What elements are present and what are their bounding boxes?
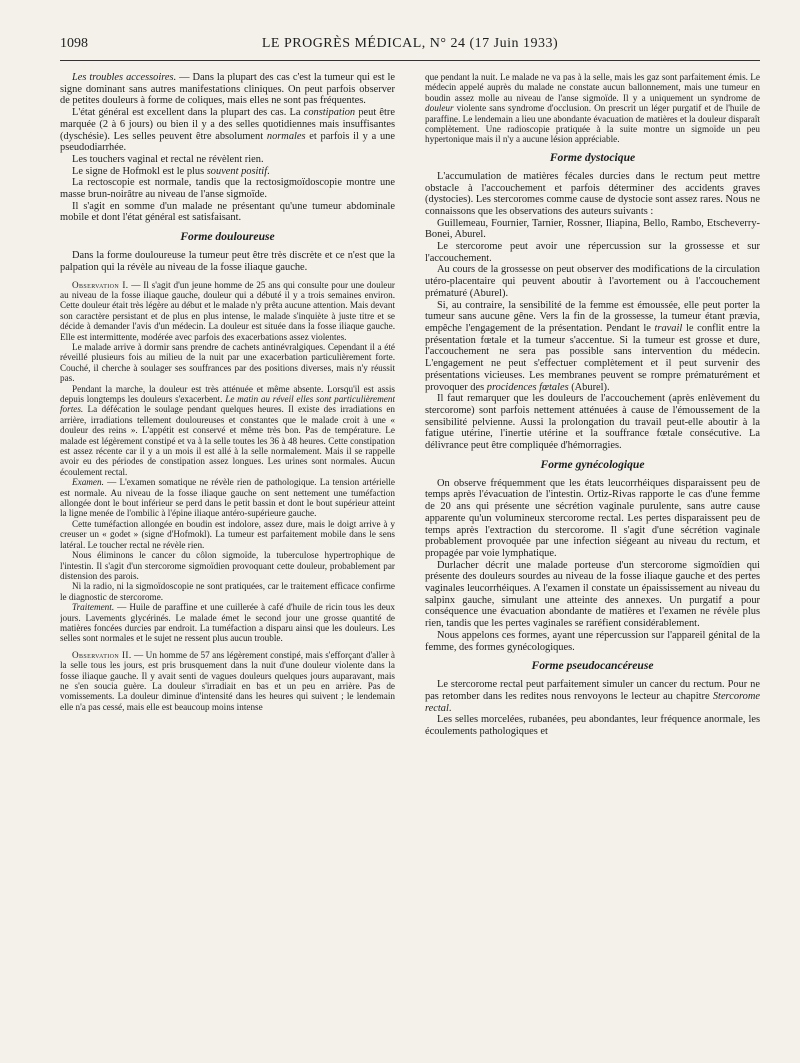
paragraph-text: le conflit entre la présentation fœtale et la tumeur s'accentue. Si la tumeur est grosse et dure, l'accouchement ne sera pas possible sans intervention du médecin. L'engagement ne peut s'effectuer complètement et il peut survenir des présentations vicieuses. Les membranes peuvent se rompre prématurément et provoquer des [425,322,760,393]
emphasis: Traitement. [72,602,115,613]
right-column [425,72,760,1057]
observation-paragraph [60,384,395,478]
paragraph-text: La défécation le soulage pendant quelques heures. Il existe des irradiations en arrière, irradiations tellement douloureuses et constantes que le malade croit à une « douleur des reins ». L'appétit est conservé et même très bon. Pas de température. Le malade est légèrement constipé et va à la selle toutes les 36 à 48 heures. Cette constipation est assez récente car il y a un mois il est allé à la selle normalement. Mais il se rappelle avoir eu des périodes de constipation assez longues. Les urines sont normales. Aucun écoulement rectal. [60,404,395,477]
observation-paragraph: Nous éliminons le cancer du côlon sigmoïde, la tuberculose hypertrophique de l'intestin. Il s'agit d'un stercorome sigmoïdien provoquant cette douleur, probablement par distension des parois. [60,550,395,581]
emphasis: constipation [303,107,356,119]
emphasis: souvent positif [206,165,268,177]
section-heading: Forme dystocique [549,150,636,164]
emphasis: normales [266,130,306,142]
page-number: 1098 [60,36,88,51]
paragraph-text: (Aburel). [568,381,610,393]
paragraph-text: Le signe de Hofmokl est le plus [72,165,207,177]
emphasis: Stercorome rectal [425,690,760,714]
paragraph [60,72,395,107]
paragraph-text: — Il s'agit d'un jeune homme de 25 ans qui consulte pour une douleur au niveau de la fosse iliaque gauche, douleur qui a débuté il y a trois semaines environ. Cette douleur était très légère au début et le malade n'y prêta aucune attention. Mais devant son caractère persistant et de plus en plus intense, le malade s'inquiète à juste titre et se décide à demander l'avis d'un médecin. La douleur est située dans la fosse iliaque gauche. Elle est intermittente, modérée avec parfois des exacerbations assez violentes. [60,279,395,342]
section-heading: Forme gynécologique [540,457,645,471]
paragraph-text: — Dans la plupart des cas c'est la tumeur qui est le signe dominant sans autres manifestations cliniques. On peut parfois observer de petites douleurs à forme de coliques, mais elles ne sont pas fréquentes. [60,72,395,107]
observation-label: Observation I. [72,279,129,290]
observation-paragraph [60,477,395,519]
paragraph-text: Le stercorome rectal peut parfaitement simuler un cancer du rectum. Pour ne pas retomber dans les redites nous renvoyons le lecteur au chapitre [425,679,760,702]
paragraph: Nous appelons ces formes, ayant une répercussion sur l'appareil génital de la femme, des formes gynécologiques. [425,629,760,653]
paragraph [60,107,395,154]
paragraph: Il faut remarquer que les douleurs de l'accouchement (après enlèvement du stercorome) sont parfois nettement atténuées à cause de l'émoussement de la sensibilité pelvienne. Aussi la prolongation du travail peut-elle aboutir à la fatigue utérine, l'inertie utérine et la souffrance fœtale consécutive. La délivrance peut être compliquée d'hémorragies. [425,393,760,452]
section-heading: Forme pseudocancéreuse [531,659,654,673]
emphasis: douleur [425,103,454,114]
paragraph-text: — L'examen somatique ne révèle rien de pathologique. La tension artérielle est normale. Au niveau de la fosse iliaque gauche on sent nettement une tuméfaction allongée dont le bout inférieur se perd dans le petit bassin et dont le bout supérieur atteint la ligne menée de l'ombilic à l'épine iliaque antéro-supérieure gauche. [60,477,395,519]
paragraph [425,300,760,394]
paragraph: Le stercorome peut avoir une répercussion sur la grossesse et sur l'accouchement. [425,241,760,264]
observation-paragraph: Le malade arrive à dormir sans prendre de cachets antinévralgiques. Cependant il a été réveillé plusieurs fois au milieu de la nuit par une exacerbation particulièrement forte. Couché, il cherche à soulager ses souffrances par des positions diverses, mais n'y réussit pas. [60,341,395,384]
section-heading: Forme douloureuse [180,230,275,244]
paragraph-text: . [448,702,452,714]
emphasis: travail [654,322,683,334]
paragraph: Durlacher décrit une malade porteuse d'un stercorome sigmoïdien qui présente des douleurs sourdes au niveau de la fosse iliaque gauche et des pertes vaginales leucorrhéiques. A l'examen il constate un épaississement au niveau du salpinx gauche, simulant une atteinte des annexes. Un purgatif a pour conséquence une évacuation abondante de matières et l'examen ne révèle plus rien, tandis que les pertes vaginales se raréfient considérablement. [425,559,760,630]
paragraph: Les selles morcelées, rubanées, peu abondantes, leur fréquence anormale, les écoulements pathologiques et [425,714,760,738]
paragraph: Au cours de la grossesse on peut observer des modifications de la circulation utéro-placentaire qui peuvent aboutir à l'avortement ou à l'accouchement prématuré (Aburel). [425,264,760,299]
emphasis: Examen. [72,477,104,488]
paragraph: Dans la forme douloureuse la tumeur peut être très discrète et ce n'est que la palpation qui la révèle au niveau de la fosse iliaque gauche. [60,250,395,273]
paragraph: On observe fréquemment que les états leucorrhéiques disparaissent peu de temps après l'évacuation de l'intestin. Ortiz-Rivas rapporte le cas d'une femme de 20 ans qui présente une sécrétion vaginale purulente, sans autre cause apparente qu'un volumineux stercorome rectal. Les pertes disparaissent peu de temps après l'extraction du stercorome. Il s'agit d'une sécrétion vaginale probablement provoquée par une infection siégeant au niveau du rectum, et propagée par voie lymphatique. [425,477,760,559]
paragraph: Guillemeau, Fournier, Tarnier, Rossner, Iliapina, Bello, Rambo, Etscheverry-Bonei, Aburel. [425,217,760,241]
running-title: LE PROGRÈS MÉDICAL, N° 24 (17 Juin 1933) [261,36,559,51]
paragraph-text: et parfois il y a une pseudodiarrhée. [60,130,395,154]
page-header [60,36,760,56]
paragraph: Il s'agit en somme d'un malade ne présentant qu'une tumeur abdominale mobile et dont l'état général est satisfaisant. [60,200,395,224]
section-label: Les troubles accessoires. [72,72,177,83]
paragraph-text: Si, au contraire, la sensibilité de la femme est émoussée, elle peut porter la tumeur sans aucune gêne. Vers la fin de la grossesse, la tumeur étant prævia, empêche l'engagement de la présentation. Pendant le [425,299,760,334]
emphasis: Le matin au réveil elles sont particulièrement fortes. [60,394,395,415]
observation-paragraph: Ni la radio, ni la sigmoïdoscopie ne sont pratiquées, car le traitement efficace confirme le diagnostic de stercorome. [60,581,395,602]
left-column [60,72,395,1057]
paragraph-text: peut être marquée (2 à 6 jours) ou bien il y a des selles quotidiennes mais insuffisantes (dyschésie). Les selles peuvent être absolument [60,107,395,142]
paragraph [425,679,760,714]
header-rule [60,60,760,61]
paragraph [60,166,395,178]
paragraph-text: — Huile de paraffine et une cuillerée à café d'huile de ricin tous les deux jours. Lavements glycérinés. Le malade émet le second jour une grosse quantité de matières foncées durcies par endroit. La tuméfaction a disparu ainsi que les douleurs. Les selles sont normales et le sujet ne ressent plus aucun trouble. [60,602,395,644]
paragraph: La rectoscopie est normale, tandis que la rectosigmoïdoscopie montre une masse brun-noirâtre au niveau de l'anse sigmoïde. [60,177,395,201]
observation-paragraph: Cette tuméfaction allongée en boudin est indolore, assez dure, mais le doigt arrive à y creuser un « godet » (signe d'Hofmokl). La tumeur est parfaitement mobile dans le sens latéral. Le toucher rectal ne révèle rien. [60,518,395,550]
paragraph: L'accumulation de matières fécales durcies dans le rectum peut mettre obstacle à l'accouchement et parfois déterminer des accidents graves (dystocies). Les stercoromes comme cause de dystocie sont assez rares. Nous ne connaissons que les observations des auteurs suivants : [425,170,760,217]
observation-paragraph [60,602,395,644]
paragraph-text: Pendant la marche, la douleur est très atténuée et même absente. Lorsqu'il est assis depuis longtemps les douleurs s'exacerbent. [60,383,395,405]
paragraph-text: . [267,165,270,177]
paragraph-text: L'état général est excellent dans la plupart des cas. La [72,107,304,119]
paragraph-text: — Un homme de 57 ans légèrement constipé, mais s'efforçant d'aller à la selle tous les jours, est pris brusquement dans la nuit d'une douleur violente dans la fosse iliaque gauche. Il y avait senti de vagues douleurs quelques jours auparavant, mais ne s'en soucia guère. La douleur s'irradiait en bas et un peu en arrière. Pas de vomissements. La douleur diminue d'intensité dans les heures qui suivent ; le lendemain elle n'a pas cessé, mais elle est beaucoup moins intense [60,649,395,712]
observation-paragraph [60,280,395,342]
paragraph: Les touchers vaginal et rectal ne révèlent rien. [72,153,264,165]
paragraph-text: que pendant la nuit. Le malade ne va pas à la selle, mais les gaz sont parfaitement émis. Le médecin appelé auprès du malade ne constate aucun ballonnement, mais une tumeur en boudin assez molle au niveau de l'anse sigmoïde. Il y a uniquement un syndrome de [425,72,760,103]
observation-paragraph [60,650,395,712]
paragraph-text: violente sans syndrome d'occlusion. On prescrit un léger purgatif et de l'huile de paraffine. Le lendemain a lieu une abondante évacuation de matières et la douleur disparaît complètement. Une radioscopie pratiquée à la suite montre un sigmoïde un peu hypertonique mais il n'y a aucune lésion appréciable. [425,103,760,145]
observation-paragraph [425,72,760,145]
observation-label: Observation II. [72,649,132,660]
emphasis: procidences fœtales [486,381,569,393]
